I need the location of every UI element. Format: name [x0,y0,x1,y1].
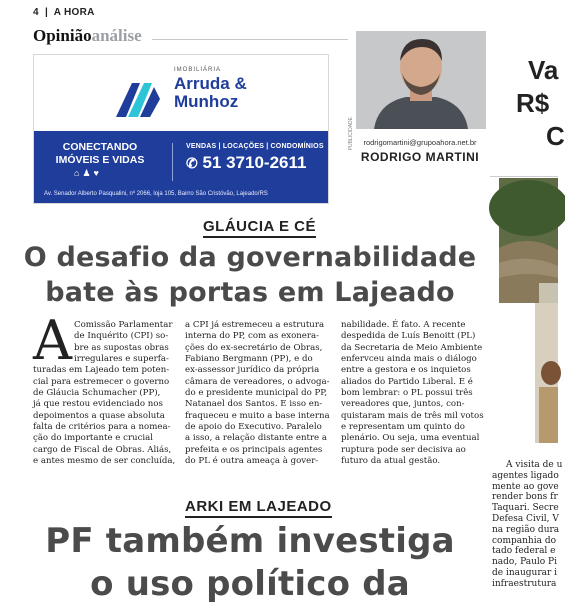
body-line: quistaram mais de três mil votos [341,410,484,421]
body-line: a isso, a relação distante entre a [185,433,327,444]
columnist-email[interactable]: rodrigomartini@grupoahora.net.br [363,138,477,147]
body-line: e antes mesmo de ser concluída, [33,456,176,467]
page-header [33,7,95,18]
article2-kicker: ARKI EM LAJEADO [185,498,332,518]
right-teaser-line: nado, Paulo Pi [492,557,557,568]
body-line: ções do ex-secretário de Obras, [185,342,323,353]
body-line: de apoio do Executivo. Paralelo [185,422,322,433]
body-line: futuro da atual gestão. [341,456,441,467]
page-number: 4 [33,7,39,18]
article1-column2 [185,320,335,467]
ad-symbols [74,168,102,179]
officials-photo [535,303,558,443]
body-line: vereadores que, juntos, con- [341,399,465,410]
body-line: cargo de Fiscal de Obras. Aliás, [33,444,172,455]
section-title-light: análise [91,26,142,45]
right-teaser-line: de inaugurar i [492,567,558,578]
whatsapp-icon: ✆ [186,155,198,171]
house-icon: ⌂ [74,168,83,178]
body-line: irregulares e superfa- [74,354,169,365]
ad-services: VENDAS | LOCAÇÕES | CONDOMÍNIOS [186,143,324,150]
right-teaser-headline-line: C [546,121,565,151]
article2-headline-line1: PF também investiga [45,521,455,561]
body-line: de Inquérito (CPI) so- [74,331,169,342]
right-teaser-line: infraestrutura [492,578,557,589]
body-line: bom lembrar: o PL possui três [341,388,473,399]
brand-name-line1: Arruda & [174,74,247,93]
flood-photo [499,178,558,303]
brand-name-line2: Munhoz [174,92,239,111]
ad-side-label: PUBLICIDADE [348,117,354,151]
ad-tagline-line1: CONECTANDO [62,141,138,153]
body-line: aliados do Partido Liberal. E é [341,376,473,387]
right-teaser-headline [492,54,565,153]
article1-headline[interactable] [20,240,480,310]
article1-headline-line1: O desafio da governabilidade [23,242,477,273]
body-line: ção do importante e crucial [33,433,154,444]
body-line: enfervceu ainda mais o diálogo [341,354,477,365]
right-teaser-body [492,460,563,590]
section-title-bold: Opinião [33,26,92,45]
right-teaser-line: A visita de u [506,460,563,470]
brand-small-text: IMOBILIÁRIA [174,67,222,73]
drop-cap: A [33,309,72,372]
body-line: nabilidade. É fato. A recente [341,320,466,330]
ad-tagline [54,141,146,167]
section-title [33,26,142,46]
ad-phone-number: 51 3710-2611 [202,153,307,172]
columnist-portrait-icon [356,31,486,129]
body-line: despedida de Luís Benoitt (PL) [341,331,476,342]
body-line: ruptura pode ser decisiva ao [341,444,466,455]
heart-icon: ♥ [93,168,102,178]
body-line: fraqueceu e muito a base interna [185,410,330,421]
body-line: câmara de vereadores, o advoga- [185,376,330,387]
right-teaser-line: Taquari. Secre [492,503,559,514]
body-line: do e presidente municipal do PP, [185,388,328,399]
article1-column1 [33,320,176,467]
body-line: a CPI já estremeceu a estrutura [185,320,325,330]
body-line: do PL é outra ameaça à gover- [185,456,319,467]
ad-address: Av. Senador Alberto Pasqualini, nº 2066, loja 105, Bairro São Cristóvão, Lajeado/RS [44,191,268,197]
publication-name: A HORA [53,7,95,18]
body-line: plenário. Ou seja, uma eventual [341,433,480,444]
section-divider [152,39,348,40]
body-line: Comissão Parlamentar [74,320,173,330]
body-line: Natanael dos Santos. E isso en- [185,399,323,410]
ad-vertical-divider [172,143,173,181]
body-line: já que restou evidenciado nos [33,399,163,410]
ad-phone[interactable] [186,153,306,173]
body-line: entre a gestora e os inquietos [341,365,471,376]
right-teaser-line: Defesa Civil, V [492,513,559,524]
right-teaser-line: companhia do [492,535,556,546]
body-line: ex-assessor jurídico da própria [185,365,320,376]
body-line: turadas em Lajeado tem poten- [33,365,170,376]
body-line: da Secretaria de Meio Ambiente [341,342,483,353]
right-teaser-headline-line: R$ [516,88,550,118]
body-line: e representam um quinto do [341,422,465,433]
body-line: de Gláucia Schumacher (PP), [33,388,161,399]
right-teaser-line: tado federal e [492,546,556,557]
person-icon: ♟ [82,168,94,178]
right-teaser-headline-line: Va [528,55,559,85]
header-separator: | [44,7,49,18]
article2-headline[interactable] [20,520,480,606]
right-teaser-line: na região dura [492,524,560,535]
article1-kicker: GLÁUCIA E CÉ [203,218,316,238]
right-teaser-divider [490,176,558,177]
right-teaser-line: agentes ligado [492,470,559,481]
body-line: cial para estremecer o governo [33,376,170,387]
advertisement[interactable] [33,54,354,204]
body-line: interna do PP, com as exonera- [185,331,320,342]
body-line: depoimentos a quase absoluta [33,410,165,421]
body-line: bre as supostas obras [74,342,169,353]
landscape-photo-icon [499,178,558,303]
article2-headline-line2: o uso político da [90,564,410,604]
body-line: prefeita e os principais agentes [185,444,323,455]
columnist-name: RODRIGO MARTINI [360,150,480,164]
article1-headline-line2: bate às portas em Lajeado [45,277,455,308]
article1-column3 [341,320,491,467]
right-teaser-line: render bons fr [492,492,558,503]
columnist-photo [356,31,486,129]
people-photo-icon [535,303,558,443]
right-teaser-line: mente ao gove [492,481,559,492]
body-line: falta de critérios para a nomea- [33,422,171,433]
body-line: Fabiano Bergmann (PP), e do [185,354,313,365]
ad-tagline-line2: IMÓVEIS E VIDAS [55,154,145,166]
